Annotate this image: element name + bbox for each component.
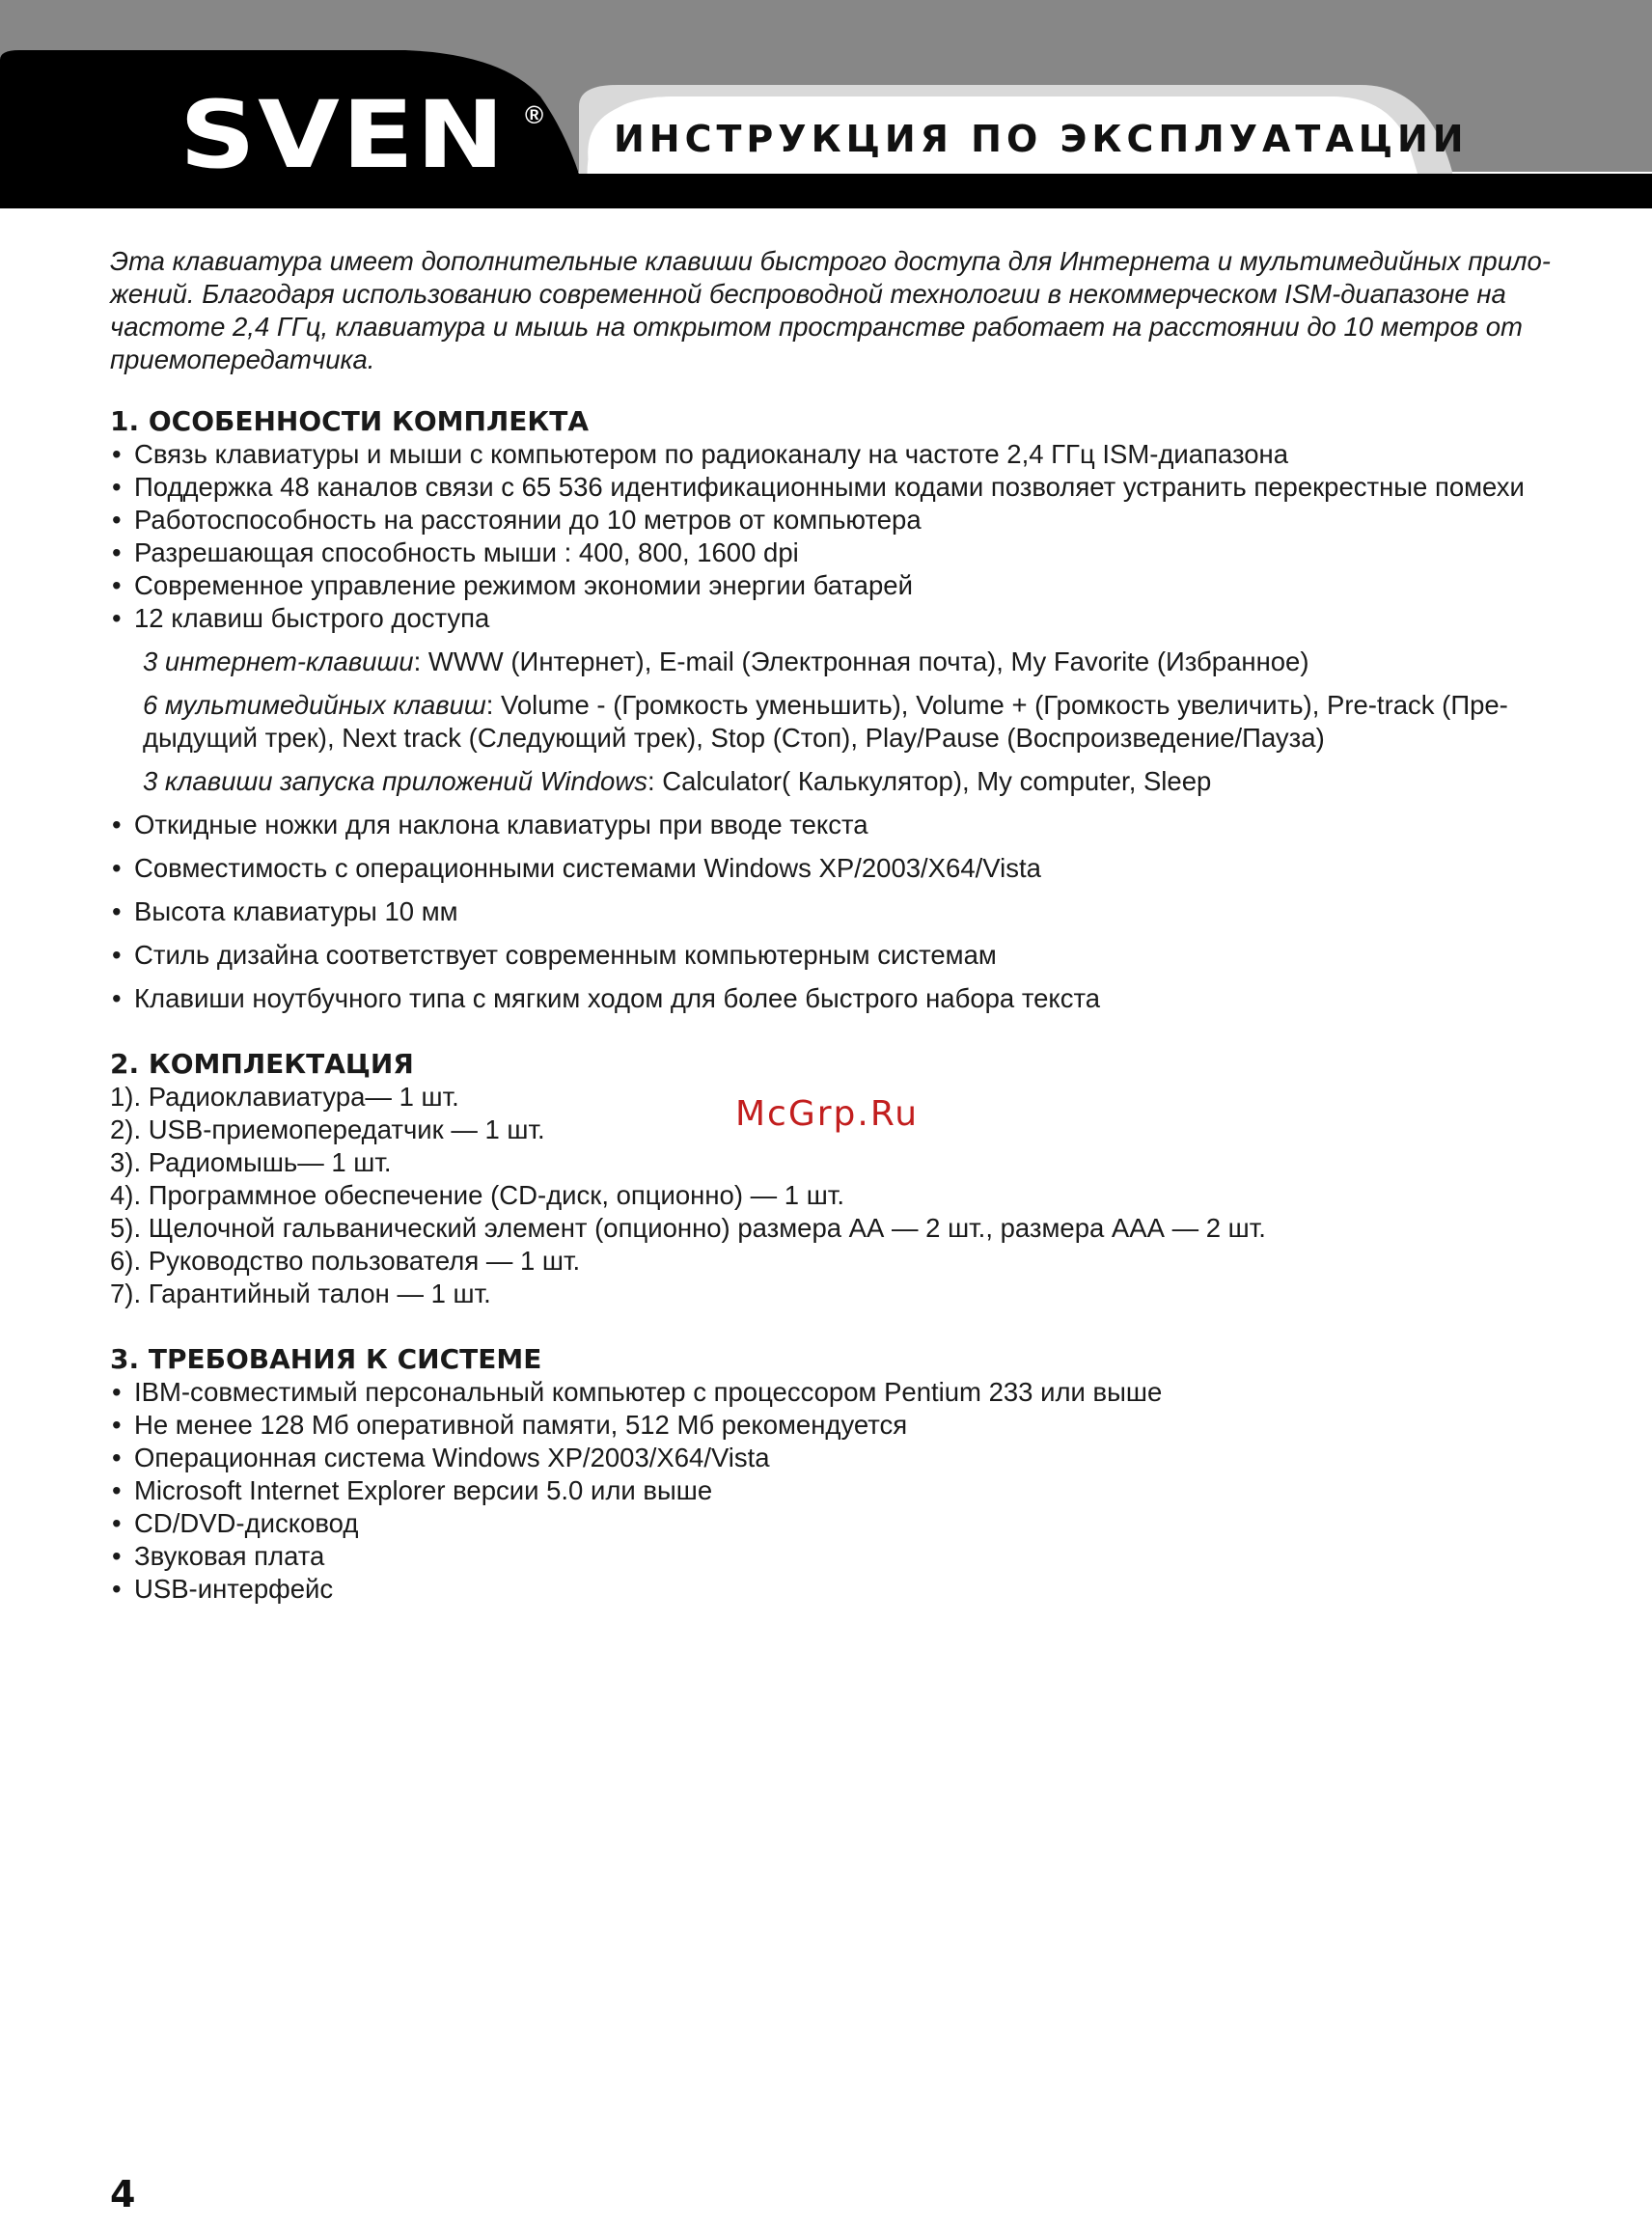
document-body <box>110 245 1577 1606</box>
page-header <box>0 0 1652 208</box>
hotkeys-internet <box>110 646 1577 678</box>
hotkeys-internet-label: 3 интернет-клавиши <box>143 646 414 676</box>
list-item: • Операционная система Windows XP/2003/X64/Vista <box>110 1442 1577 1474</box>
list-item: 2). USB-приемопередатчик — 1 шт. <box>110 1114 545 1144</box>
list-item: 7). Гарантийный талон — 1 шт. <box>110 1279 491 1308</box>
list-item: 1). Радиоклавиатура— 1 шт. <box>110 1082 459 1112</box>
list-item: • Стиль дизайна соответствует современным компьютерным системам <box>110 939 1577 972</box>
spacer <box>110 1310 1577 1343</box>
hotkeys-multimedia <box>110 689 1577 755</box>
section-1-title: 1. ОСОБЕННОСТИ КОМПЛЕКТА <box>110 405 590 437</box>
list-item: • 12 клавиш быстрого доступа <box>110 602 1577 635</box>
watermark-text: McGrp.Ru <box>735 1094 920 1134</box>
hotkeys-windows-label: 3 клавиши запуска приложений Windows <box>143 766 647 796</box>
intro-paragraph: Эта клавиатура имеет дополнительные клавиши быстрого доступа для Интернета и мультимедийных прило-жений. Благодаря использованию современной беспроводной технологии в некоммерческом ISM-диапазоне на частоте 2,4 ГГц, клавиатура и мышь на открытом пространстве работает на расстоянии до 10 метров от приемопередатчика. <box>110 246 1551 374</box>
list-item: 4). Программное обеспечение (CD-диск, опционно) — 1 шт. <box>110 1180 844 1210</box>
list-item: • Работоспособность на расстоянии до 10 метров от компьютера <box>110 504 1577 536</box>
list-item: • Откидные ножки для наклона клавиатуры при вводе текста <box>110 809 1577 841</box>
list-item: • Звуковая плата <box>110 1540 1577 1573</box>
page-number: 4 <box>110 2173 136 2215</box>
list-item: • Клавиши ноутбучного типа с мягким ходом для более быстрого набора текста <box>110 982 1577 1015</box>
list-item: • CD/DVD-дисковод <box>110 1507 1577 1540</box>
list-item: • IBM-совместимый персональный компьютер с процессором Pentium 233 или выше <box>110 1376 1577 1409</box>
list-item: • Высота клавиатуры 10 мм <box>110 895 1577 928</box>
sven-logo: SVEN <box>179 81 507 189</box>
list-item: • Не менее 128 Мб оперативной памяти, 512 Мб рекомендуется <box>110 1409 1577 1442</box>
hotkeys-windows <box>110 765 1577 798</box>
list-item: 6). Руководство пользователя — 1 шт. <box>110 1246 581 1276</box>
features-list <box>110 438 1577 1015</box>
list-item: • Microsoft Internet Explorer версии 5.0 или выше <box>110 1474 1577 1507</box>
hotkeys-internet-text: : WWW (Интернет), E-mail (Электронная почта), My Favorite (Избранное) <box>413 646 1309 676</box>
list-item: • Современное управление режимом экономии энергии батарей <box>110 569 1577 602</box>
list-item: • Совместимость с операционными системами Windows XP/2003/X64/Vista <box>110 852 1577 885</box>
list-item: • Связь клавиатуры и мыши с компьютером по радиоканалу на частоте 2,4 ГГц ISM-диапазона <box>110 438 1577 471</box>
hotkeys-windows-text: : Calculator( Калькулятор), My computer, Sleep <box>647 766 1212 796</box>
system-requirements-list <box>110 1376 1577 1606</box>
hotkeys-multimedia-text: : Volume - (Громкость уменьшить), Volume + (Громкость увеличить), Pre-track (Пре-дыдущий трек), Next track (Следующий трек), Stop (Стоп), Play/Pause (Воспроизведение/Пауза) <box>143 690 1508 753</box>
section-2-title: 2. КОМПЛЕКТАЦИЯ <box>110 1048 414 1080</box>
list-item: • Разрешающая способность мыши : 400, 800, 1600 dpi <box>110 536 1577 569</box>
list-item: 5). Щелочной гальванический элемент (опционно) размера АА — 2 шт., размера ААА — 2 шт. <box>110 1213 1266 1243</box>
spacer <box>110 1015 1577 1048</box>
list-item: 3). Радиомышь— 1 шт. <box>110 1147 392 1177</box>
section-3-title: 3. ТРЕБОВАНИЯ К СИСТЕМЕ <box>110 1343 542 1375</box>
header-title: ИНСТРУКЦИЯ ПО ЭКСПЛУАТАЦИИ <box>614 118 1469 160</box>
list-item: • USB-интерфейс <box>110 1573 1577 1606</box>
hotkeys-multimedia-label: 6 мультимедийных клавиш <box>143 690 486 720</box>
registered-mark: ® <box>525 100 544 129</box>
list-item: • Поддержка 48 каналов связи с 65 536 идентификационными кодами позволяет устранить перекрестные помехи <box>110 471 1577 504</box>
